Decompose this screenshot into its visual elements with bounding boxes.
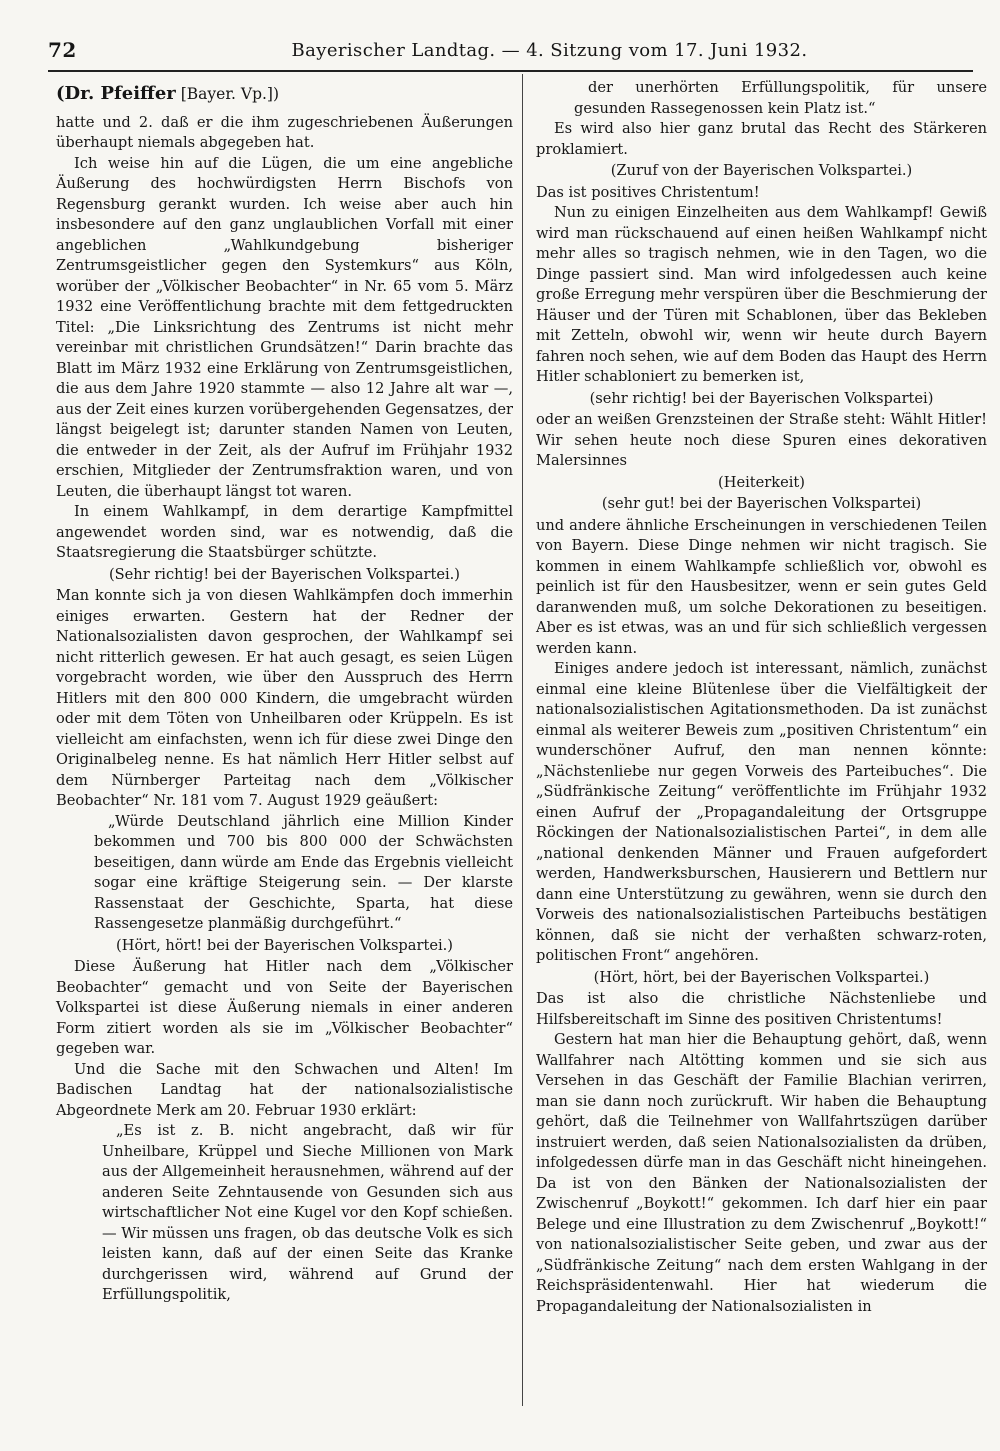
paragraph: In einem Wahlkampf, in dem derartige Kampfmittel angewendet worden sind, war es notwendig, daß die Staatsregierung die Staatsbürger schützte. — [56, 503, 513, 561]
block-quote-continued: der unerhörten Erfüllungspolitik, für unsere gesunden Rassegenossen kein Platz ist.“ — [574, 79, 987, 117]
right-column — [536, 78, 987, 1317]
interjection: (Hört, hört! bei der Bayerischen Volkspartei.) — [116, 936, 453, 954]
paragraph: und andere ähnliche Erscheinungen in verschiedenen Teilen von Bayern. Diese Dinge nehmen wir nicht tragisch. Sie kommen in einem Wahlkampfe schließlich vor, obwohl es peinlich ist für den Hausbesitzer, wenn er sein gutes Geld daranwenden muß, um solche Dekorationen zu beseitigen. Aber es ist etwas, was an und für sich schließlich vergessen werden kann. — [536, 516, 987, 657]
block-quote: „Würde Deutschland jährlich eine Million Kinder bekommen und 700 bis 800 000 der Schwächsten beseitigen, dann würde am Ende das Ergebnis vielleicht sogar eine kräftige Steigerung sein. — Der klarste Rassenstaat der Geschichte, Sparta, hat diese Rassengesetze planmäßig durchgeführt.“ — [94, 812, 513, 932]
block-quote: „Es ist z. B. nicht angebracht, daß wir für Unheilbare, Krüppel und Sieche Millionen von Mark aus der Allgemeinheit herausnehmen, während auf der anderen Seite Zehntausende von Gesunden sich aus wirtschaftlicher Not eine Kugel vor den Kopf schießen. — Wir müssen uns fragen, ob das deutsche Volk es sich leisten kann, daß auf der einen Seite das Kranke durchgerissen wird, während auf Grund der Erfüllungspolitik, — [102, 1122, 513, 1303]
left-column — [56, 78, 513, 1306]
interjection: (Heiterkeit) — [718, 473, 805, 491]
paragraph: hatte und 2. daß er die ihm zugeschriebenen Äußerungen überhaupt niemals abgegeben hat. — [56, 113, 513, 151]
paragraph: Das ist positives Christentum! — [536, 183, 760, 201]
speaker-heading — [56, 84, 513, 105]
page-header — [48, 36, 973, 66]
paragraph: Es wird also hier ganz brutal das Recht des Stärkeren proklamiert. — [536, 120, 987, 158]
interjection: (Hört, hört, bei der Bayerischen Volkspartei.) — [593, 968, 930, 986]
speaker-name: (Dr. Pfeiffer — [56, 83, 176, 104]
paragraph: Das ist also die christliche Nächstenliebe und Hilfsbereitschaft im Sinne des positiven Christentums! — [536, 990, 987, 1028]
header-rule — [48, 70, 973, 72]
paragraph: Gestern hat man hier die Behauptung gehört, daß, wenn Wallfahrer nach Altötting kommen und sie sich aus Versehen in das Geschäft der Familie Blachian verirren, man sie dann noch zurückruft. Wir haben die Behauptung gehört, daß die Teilnehmer von Wallfahrtszügen darüber instruiert werden, daß seien Nationalsozialisten da drüben, infolgedessen dürfe man in das Geschäft nicht hineingehen. Da ist von den Bänken der Nationalsozialisten der Zwischenruf „Boykott!“ gekommen. Ich darf hier ein paar Belege und eine Illustration zu dem Zwischenruf „Boykott!“ von nationalsozialistischer Seite geben, und zwar aus der „Südfränkische Zeitung“ nach dem ersten Wahlgang in der Reichspräsidentenwahl. Hier hat wiederum die Propagandaleitung der Nationalsozialisten in — [536, 1031, 987, 1315]
paragraph: Einiges andere jedoch ist interessant, nämlich, zunächst einmal eine kleine Blütenlese über die Vielfältigkeit der nationalsozialistischen Agitationsmethoden. Da ist zunächst einmal als weiterer Beweis zum „positiven Christentum“ ein wunderschöner Aufruf, den man nennen könnte: „Nächstenliebe nur gegen Vorweis des Parteibuches“. Die „Südfränkische Zeitung“ veröffentlichte im Frühjahr 1932 einen Aufruf der „Propagandaleitung der Ortsgruppe Röckingen der Nationalsozialistischen Partei“, in dem alle „national denkenden Männer und Frauen aufgefordert werden, Handwerksburschen, Hausierern und Bettlern nur dann eine Unterstützung zu gewähren, wenn sie durch den Vorweis des nationalsozialistischen Parteibuchs bestätigen können, daß sie nicht der verhaßten schwarz-roten, politischen Front“ angehören. — [536, 660, 987, 964]
speaker-party: [Bayer. Vp.]) — [175, 85, 280, 103]
interjection: (sehr gut! bei der Bayerischen Volkspartei) — [601, 495, 922, 512]
interjection: (sehr richtig! bei der Bayerischen Volkspartei) — [589, 389, 934, 407]
interjection: (Sehr richtig! bei der Bayerischen Volkspartei.) — [108, 565, 460, 583]
page-number: 72 — [48, 38, 77, 62]
paragraph: Und die Sache mit den Schwachen und Alten! Im Badischen Landtag hat der nationalsozialistische Abgeordnete Merk am 20. Februar 1930 erklärt: — [56, 1060, 513, 1119]
paragraph: oder an weißen Grenzsteinen der Straße steht: Wählt Hitler! Wir sehen heute noch diese Spuren eines dekorativen Malersinnes — [536, 411, 987, 469]
column-divider — [522, 74, 523, 1406]
running-head: Bayerischer Landtag. — 4. Sitzung vom 17. Juni 1932. — [291, 40, 808, 61]
paragraph: Ich weise hin auf die Lügen, die um eine angebliche Äußerung des hochwürdigsten Herrn Bischofs von Regensburg gerankt wurden. Ich weise aber auch hin insbesondere auf den ganz unglaublichen Vorfall mit einer angeblichen „Wahlkundgebung bisheriger Zentrumsgeistlicher gegen den Systemkurs“ aus Köln, worüber der „Völkischer Beobachter“ in Nr. 65 vom 5. März 1932 eine Veröffentlichung brachte mit dem fettgedruckten Titel: „Die Linksrichtung des Zentrums ist nicht mehr vereinbar mit christlichen Grundsätzen!“ Darin brachte das Blatt im März 1932 eine Erklärung von Zentrumsgeistlichen, die aus dem Jahre 1920 stammte — also 12 Jahre alt war —, aus der Zeit eines kurzen vorübergehenden Gegensatzes, der längst beigelegt ist; darunter standen Namen von Leuten, die entweder in der Zeit, als der Aufruf im Frühjahr 1932 erschien, Mitglieder der Zentrumsfraktion waren, und von Leuten, die überhaupt längst tot waren. — [56, 154, 513, 500]
paragraph: Diese Äußerung hat Hitler nach dem „Völkischer Beobachter“ gemacht und von Seite der Bayerischen Volkspartei ist diese Äußerung niemals in einer anderen Form zitiert worden als sie im „Völkischer Beobachter“ gegeben war. — [56, 958, 513, 1057]
paragraph: Nun zu einigen Einzelheiten aus dem Wahlkampf! Gewiß wird man rückschauend auf einen heißen Wahlkampf nicht mehr alles so tragisch nehmen, wie in den Tagen, wo die Dinge passiert sind. Man wird infolgedessen auch keine große Erregung mehr verspüren über die Beschmierung der Häuser und der Türen mit Schablonen, über das Bekleben mit Zetteln, obwohl wir, wenn wir heute durch Bayern fahren noch sehen, wie auf dem Boden das Haupt des Herrn Hitler schabloniert zu bemerken ist, — [536, 204, 987, 385]
interjection: (Zuruf von der Bayerischen Volkspartei.) — [610, 162, 913, 179]
paragraph: Man konnte sich ja von diesen Wahlkämpfen doch immerhin einiges erwarten. Gestern hat der Redner der Nationalsozialisten davon gesprochen, der Wahlkampf sei nicht ritterlich gewesen. Er hat auch gesagt, es seien Lügen vorgebracht worden, wie über den Ausspruch des Herrn Hitlers mit den 800 000 Kindern, die umgebracht würden oder mit dem Töten von Unheilbaren oder Krüppeln. Es ist vielleicht am einfachsten, wenn ich für diese zwei Dinge den Originalbeleg nenne. Es hat nämlich Herr Hitler selbst auf dem Nürnberger Parteitag nach dem „Völkischer Beobachter“ Nr. 181 vom 7. August 1929 geäußert: — [56, 587, 513, 809]
